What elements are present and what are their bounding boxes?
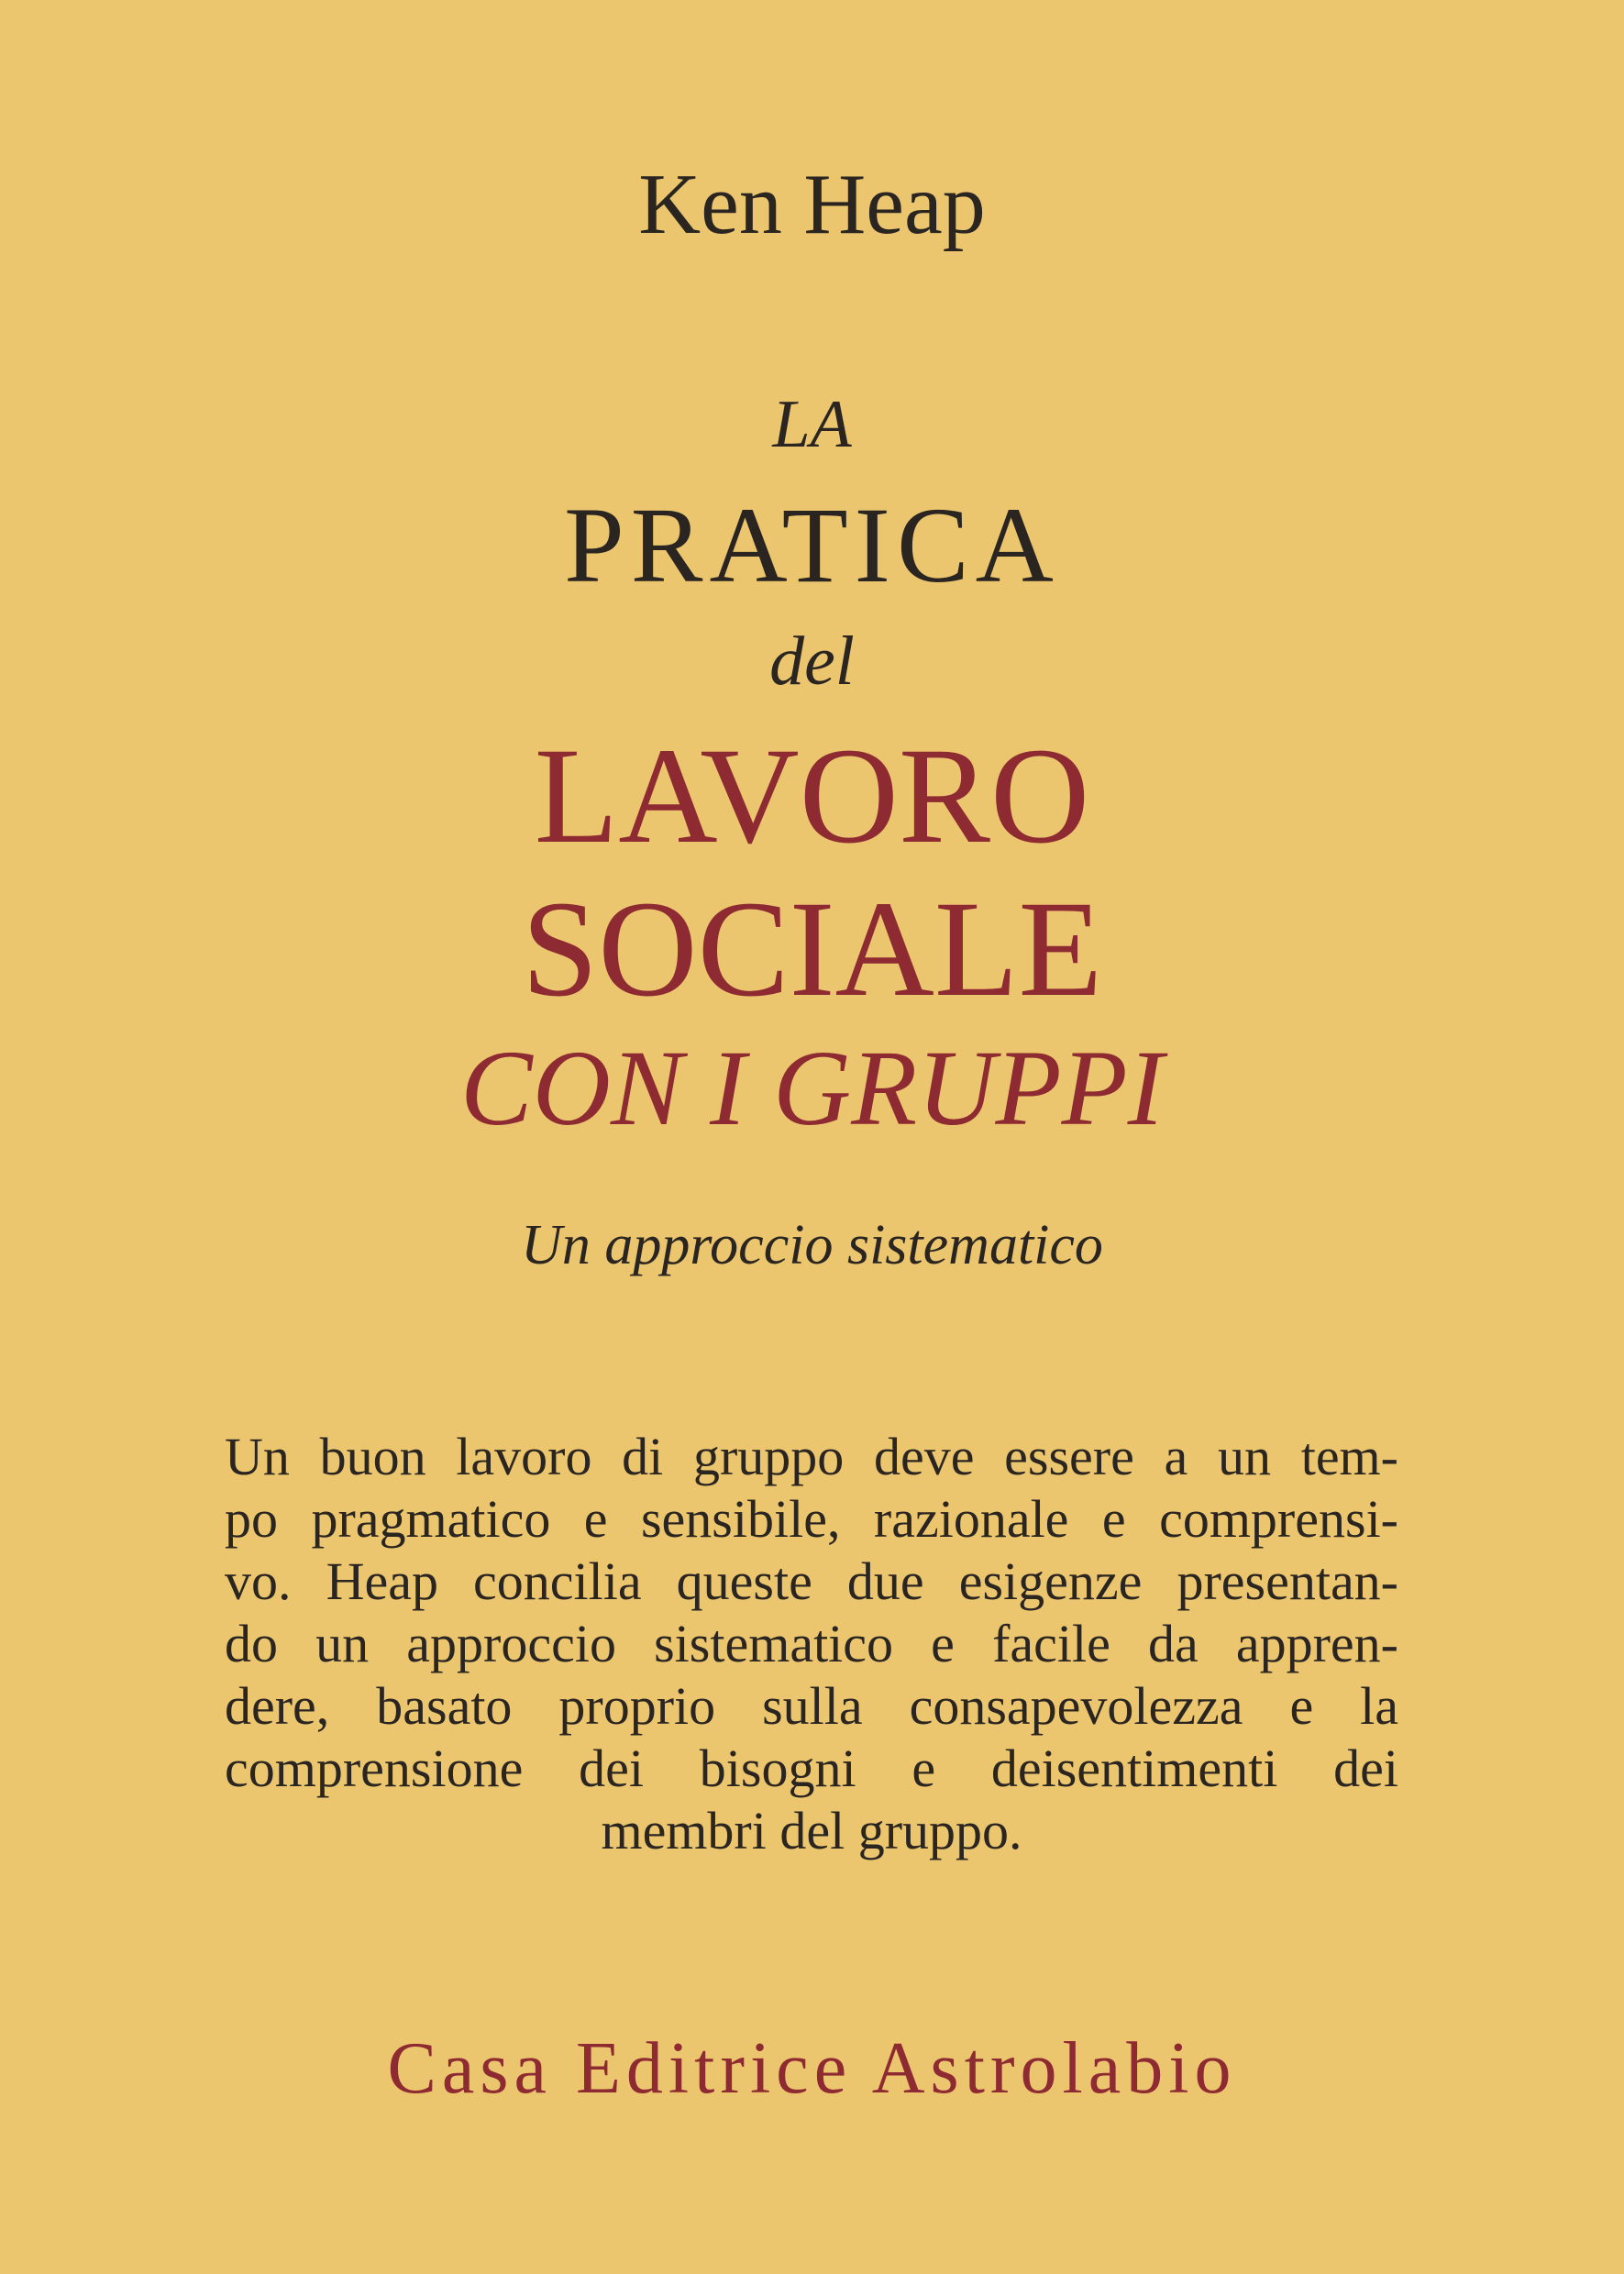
- title-line-con-i-gruppi: CON I GRUPPI: [460, 1028, 1164, 1148]
- author-name: Ken Heap: [638, 157, 986, 252]
- blurb-line: comprensione dei bisogni e deisentimenti dei: [225, 1739, 1398, 1798]
- title-line-la: LA: [772, 387, 852, 462]
- title-line-lavoro: LAVORO: [534, 720, 1090, 872]
- blurb-line: vo. Heap concilia queste due esigenze presentan-: [225, 1551, 1398, 1611]
- title-line-pratica: PRATICA: [564, 485, 1060, 605]
- title-line-sociale: SOCIALE: [521, 873, 1103, 1025]
- blurb-line: do un approccio sistematico e facile da appren-: [225, 1614, 1398, 1673]
- blurb-line: dere, basato proprio sulla consapevolezza e la: [225, 1676, 1398, 1736]
- blurb-line: Un buon lavoro di gruppo deve essere a un tem-: [225, 1427, 1398, 1486]
- publisher-name: Casa Editrice Astrolabio: [387, 2028, 1237, 2109]
- subtitle: Un approccio sistematico: [521, 1214, 1103, 1276]
- blurb-line: po pragmatico e sensibile, razionale e comprensi-: [225, 1489, 1398, 1549]
- blurb-paragraph: [225, 1426, 1398, 1862]
- title-line-del: del: [769, 623, 855, 700]
- blurb-line: membri del gruppo.: [601, 1801, 1022, 1860]
